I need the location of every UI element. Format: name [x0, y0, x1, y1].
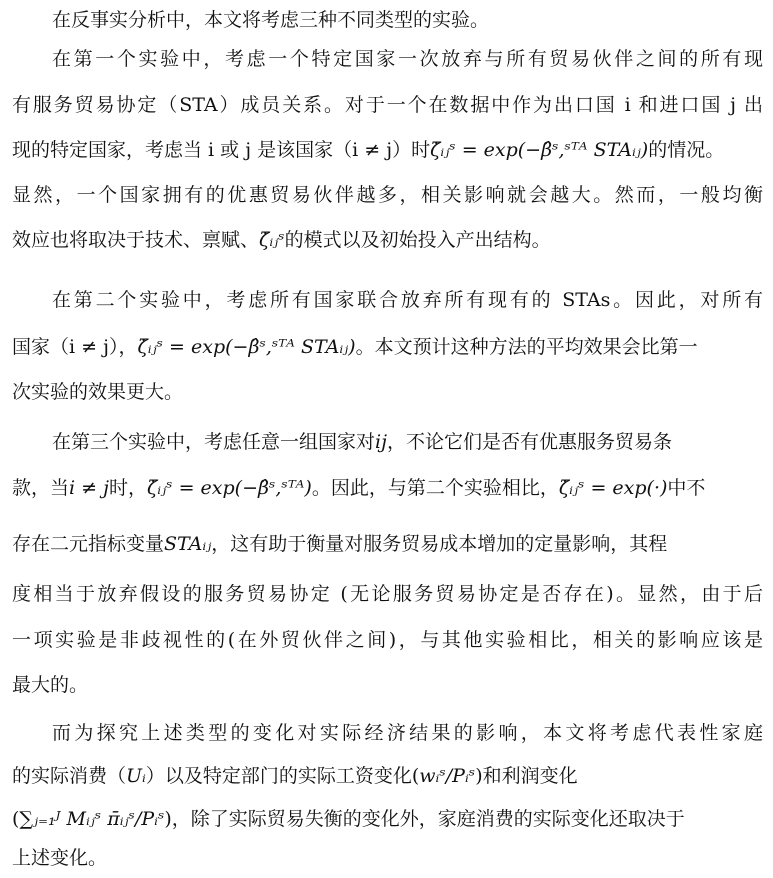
text-run: 现的特定国家，考虑当 i 或 j 是该国家（i ≠ j）时 [12, 139, 431, 161]
text-run: 效应也将取决于技术、禀赋、 [12, 229, 260, 251]
text-run: 时， [108, 477, 147, 499]
paragraph-intro-line: 在反事实分析中，本文将考虑三种不同类型的实验。 [52, 9, 490, 31]
paragraph-3-line-2 [12, 468, 763, 508]
text-run: )和利润变化 [475, 765, 578, 787]
paragraph-1-line-2: 有服务贸易协定（STA）成员关系。对于一个在数据中作为出口国 i 和进口国 j 出 [12, 94, 763, 116]
text-run: ，不论它们是否有优惠服务贸易条 [386, 431, 672, 453]
text-run: ）以及特定部门的实际工资变化( [145, 765, 420, 787]
text-run: ，这有助于衡量对服务贸易成本增加的定量影响，其程 [211, 533, 668, 555]
math-formula: Uᵢ [126, 765, 146, 787]
text-run: 的实际消费（ [12, 765, 127, 787]
paragraph-4-line-4: 上述变化。 [12, 847, 108, 869]
math-formula: i ≠ j [69, 477, 109, 499]
text-run: 的模式以及初始投入产出结构。 [284, 229, 551, 251]
text-run: ( [12, 808, 20, 830]
paragraph-3-line-1 [52, 422, 763, 462]
paragraph-4-line-1: 而为探究上述类型的变化对实际经济结果的影响，本文将考虑代表性家庭 [52, 722, 763, 744]
paragraph-4-line-2 [12, 756, 763, 796]
text-run: 国家（i ≠ j）， [12, 336, 138, 358]
math-formula: ζ̇ᵢⱼˢ [259, 229, 285, 251]
text-run: 在第三个实验中，考虑任意一组国家对 [52, 431, 376, 453]
paragraph-3-line-6: 最大的。 [12, 674, 89, 696]
paragraph-4-line-3 [12, 799, 763, 839]
text-run: 的情况。 [648, 139, 725, 161]
paragraph-3-line-5: 一项实验是非歧视性的(在外贸伙伴之间)，与其他实验相比，相关的影响应该是 [12, 629, 763, 651]
text-run: 存在二元指标变量 [12, 533, 165, 555]
math-formula: ζ̇ᵢⱼˢ = exp(−β̂ˢ,ˢᵀᴬ STAᵢⱼ) [137, 336, 356, 358]
paragraph-3-line-4: 度相当于放弃假设的服务贸易协定 (无论服务贸易协定是否存在)。显然，由于后 [12, 583, 763, 605]
paragraph-1-line-1: 在第一个实验中，考虑一个特定国家一次放弃与所有贸易伙伴之间的所有现 [52, 48, 763, 70]
text-run: 。因此，与第二个实验相比， [311, 477, 559, 499]
text-run: )，除了实际贸易失衡的变化外，家庭消费的实际变化还取决于 [164, 808, 685, 830]
paragraph-2-line-3: 次实验的效果更大。 [12, 381, 184, 403]
math-formula: ζ̇ᵢⱼˢ = exp(−β̂ˢ,ˢᵀᴬ STAᵢⱼ) [430, 139, 649, 161]
math-formula: ζ̇ᵢⱼˢ = exp(·) [558, 477, 668, 499]
paragraph-1-line-3 [12, 130, 763, 170]
math-formula: STAᵢⱼ [164, 533, 212, 555]
math-formula: ij [375, 431, 387, 453]
paragraph-1-line-4: 显然，一个国家拥有的优惠贸易伙伴越多，相关影响就会越大。然而，一般均衡 [12, 184, 763, 206]
math-formula: wᵢˢ/Pᵢˢ [419, 765, 476, 787]
paragraph-2-line-1: 在第二个实验中，考虑所有国家联合放弃所有现有的 STAs。因此，对所有 [52, 289, 763, 311]
paragraph-1-line-5 [12, 220, 763, 260]
paragraph-3-line-3 [12, 524, 763, 564]
text-run: 款，当 [12, 477, 70, 499]
text-run: 。本文预计这种方法的平均效果会比第一 [355, 336, 698, 358]
math-formula: ζ̇ᵢⱼˢ = exp(−β̂ˢ,ˢᵀᴬ) [147, 477, 312, 499]
text-run: 中不 [667, 477, 706, 499]
math-formula: ∑ⱼ₌₁ᴶ Mᵢⱼˢ π̄ᵢⱼˢ/Pᵢˢ [19, 808, 165, 830]
paragraph-2-line-2 [12, 327, 763, 367]
